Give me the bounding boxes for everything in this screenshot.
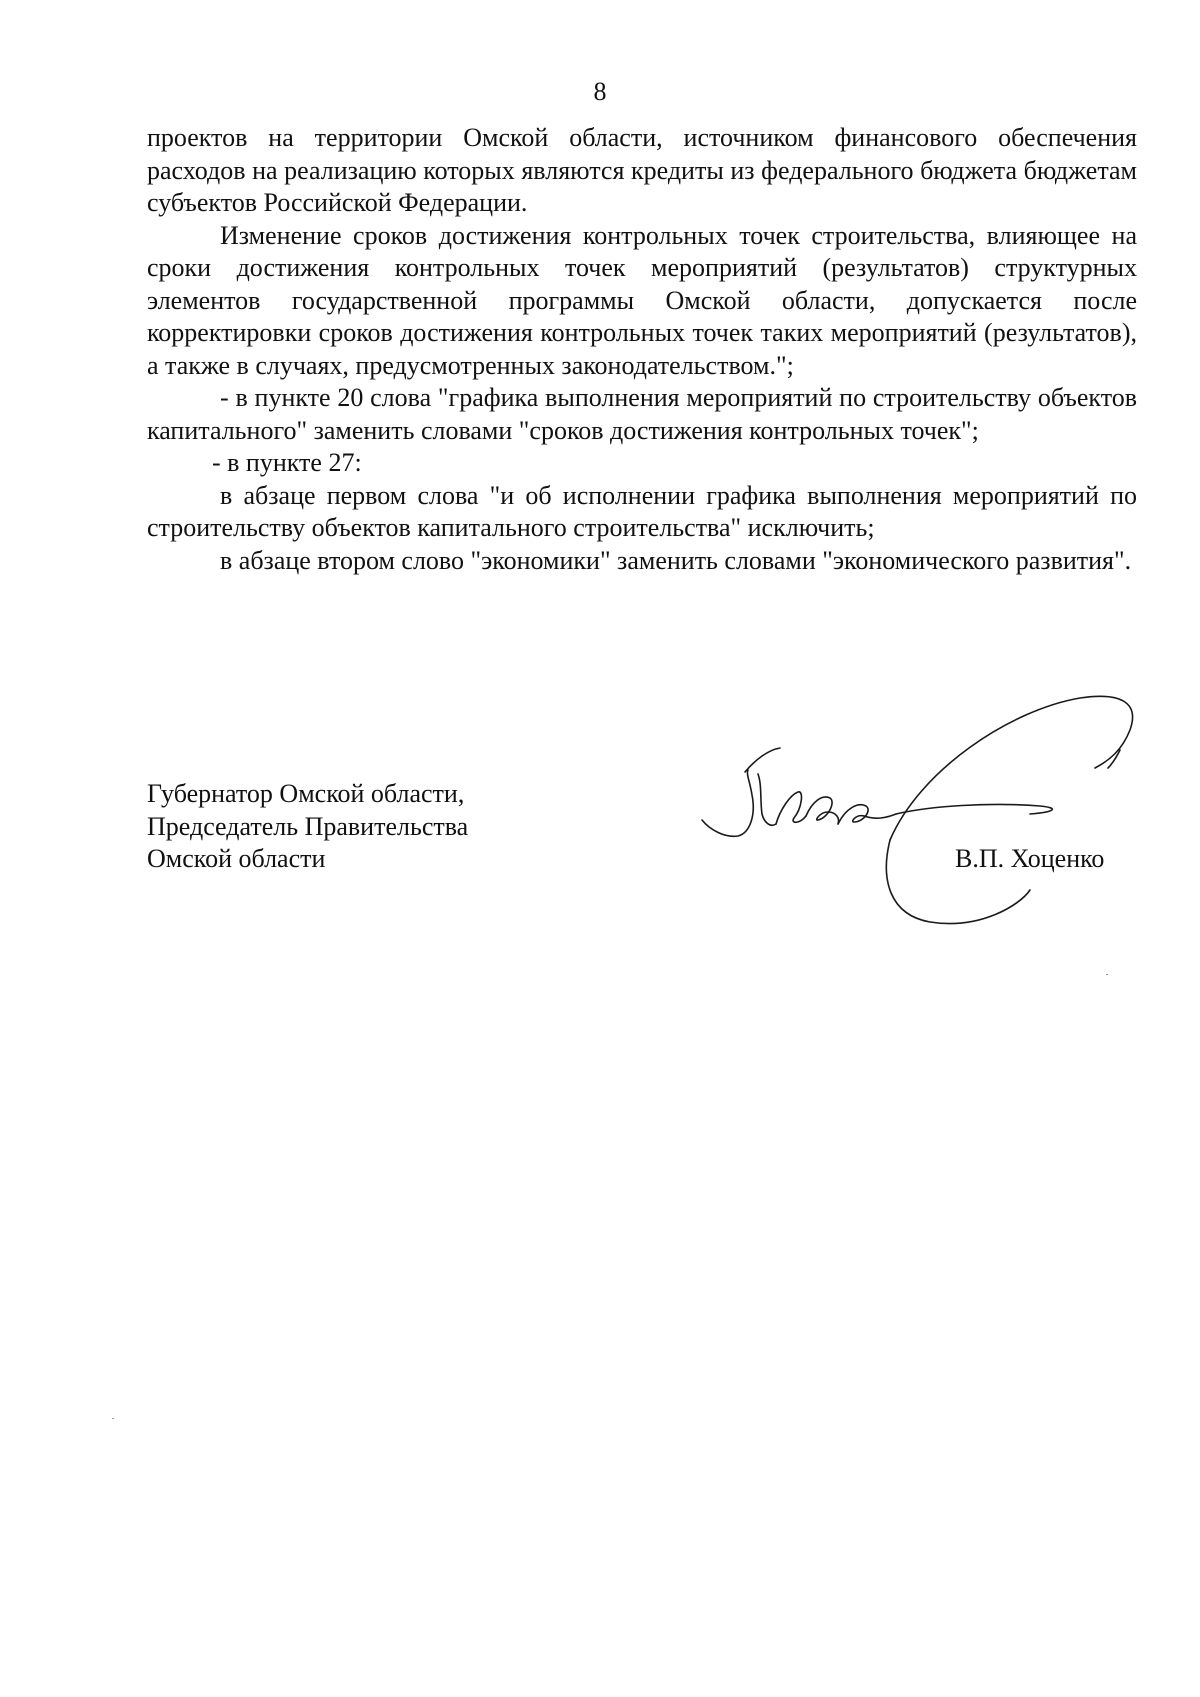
signer-name: В.П. Хоценко	[955, 844, 1105, 873]
paragraph-clause-20: - в пункте 20 слова "графика выполнения мероприятий по строительству объектов капитального" заменить словами "сроков достижения контрольных точек";	[147, 383, 1137, 445]
signatory-title-line: Омской области	[147, 844, 326, 873]
document-body	[147, 122, 1137, 577]
paragraph-clause-27: - в пункте 27:	[212, 448, 362, 477]
signatory-title	[147, 778, 468, 876]
paragraph-clause-27-second: в абзаце втором слово "экономики" заменить словами "экономического развития".	[220, 545, 1132, 575]
handwritten-signature	[690, 690, 1150, 935]
paragraph-continuation: проектов на территории Омской области, источником финансового обеспечения расходов на реализацию которых являются кредиты из федерального бюджета бюджетам субъектов Российской Федерации.	[147, 123, 1137, 217]
paragraph-deadline-change: Изменение сроков достижения контрольных точек строительства, влияющее на сроки достижения контрольных точек мероприятий (результатов) структурных элементов государственной программы Омской области, допускается после корректировки сроков достижения контрольных точек таких мероприятий (результатов), а также в случаях, предусмотренных законодательством.";	[147, 220, 1137, 380]
signatory-title-line: Губернатор Омской области,	[147, 779, 465, 808]
scan-speck	[1106, 974, 1108, 975]
scan-speck	[112, 1418, 114, 1419]
paragraph-clause-27-first: в абзаце первом слова "и об исполнении графика выполнения мероприятий по строительству объектов капитального строительства" исключить;	[147, 480, 1137, 542]
page-number: 8	[593, 77, 607, 106]
signatory-title-line: Председатель Правительства	[147, 811, 469, 841]
